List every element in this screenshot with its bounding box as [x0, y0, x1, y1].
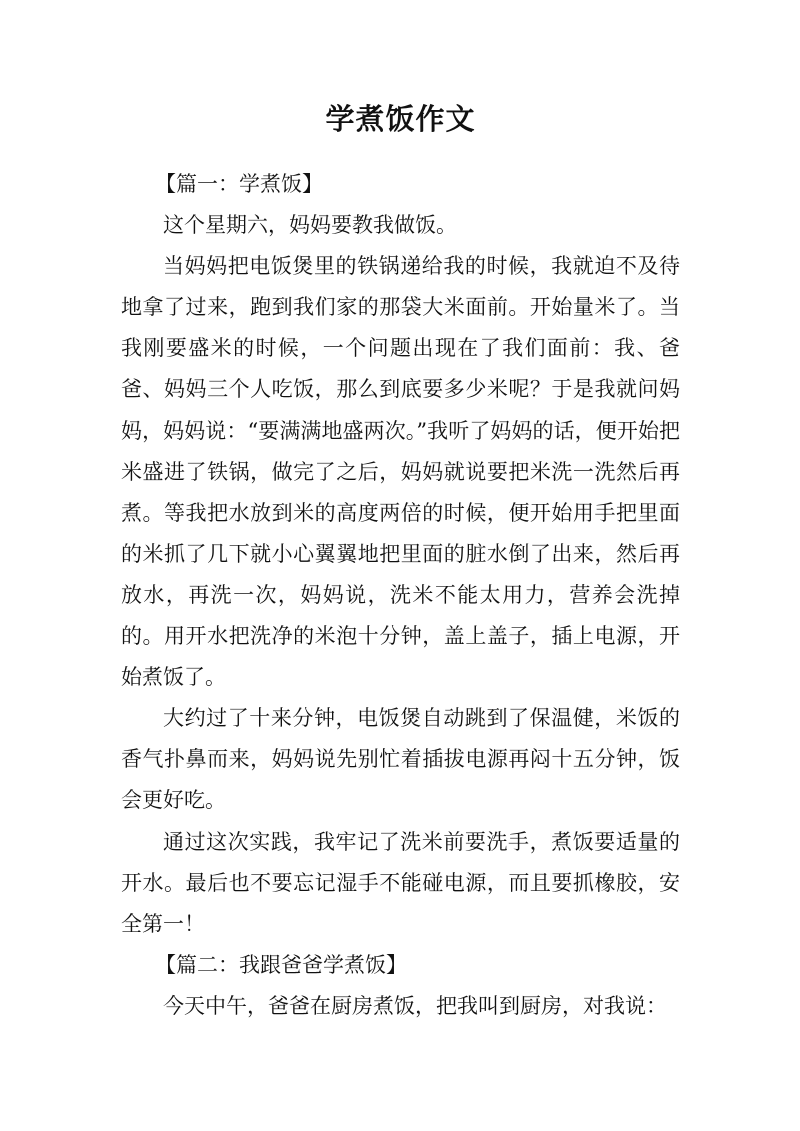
section-heading-2: 【篇二：我跟爸爸学煮饭】	[155, 952, 407, 977]
document-title: 学煮饭作文	[325, 102, 476, 136]
section-heading-1: 【篇一：学煮饭】	[155, 172, 323, 196]
document-body	[121, 164, 680, 1027]
paragraph: 大约过了十来分钟，电饭煲自动跳到了保温健，米饭的香气扑鼻而来，妈妈说先别忙着插拔电源再闷十五分钟，饭会更好吃。	[121, 706, 680, 813]
paragraph: 当妈妈把电饭煲里的铁锅递给我的时候，我就迫不及待地拿了过来，跑到我们家的那袋大米面前。开始量米了。当我刚要盛米的时候，一个问题出现在了我们面前：我、爸爸、妈妈三个人吃饭，那么到底要多少米呢？于是我就问妈妈，妈妈说：“要满满地盛两次。”我听了妈妈的话，便开始把米盛进了铁锅，做完了之后，妈妈就说要把米洗一洗然后再煮。等我把水放到米的高度两倍的时候，便开始用手把里面的米抓了几下就小心翼翼地把里面的脏水倒了出来，然后再放水，再洗一次，妈妈说，洗米不能太用力，营养会洗掉的。用开水把洗净的米泡十分钟，盖上盖子，插上电源，开始煮饭了。	[121, 254, 680, 690]
paragraph: 通过这次实践，我牢记了洗米前要洗手，煮饭要适量的开水。最后也不要忘记湿手不能碰电源，而且要抓橡胶，安全第一！	[121, 829, 680, 936]
paragraph: 这个星期六，妈妈要教我做饭。	[163, 213, 457, 238]
paragraph: 今天中午，爸爸在厨房煮饭，把我叫到厨房，对我说：	[163, 993, 667, 1018]
